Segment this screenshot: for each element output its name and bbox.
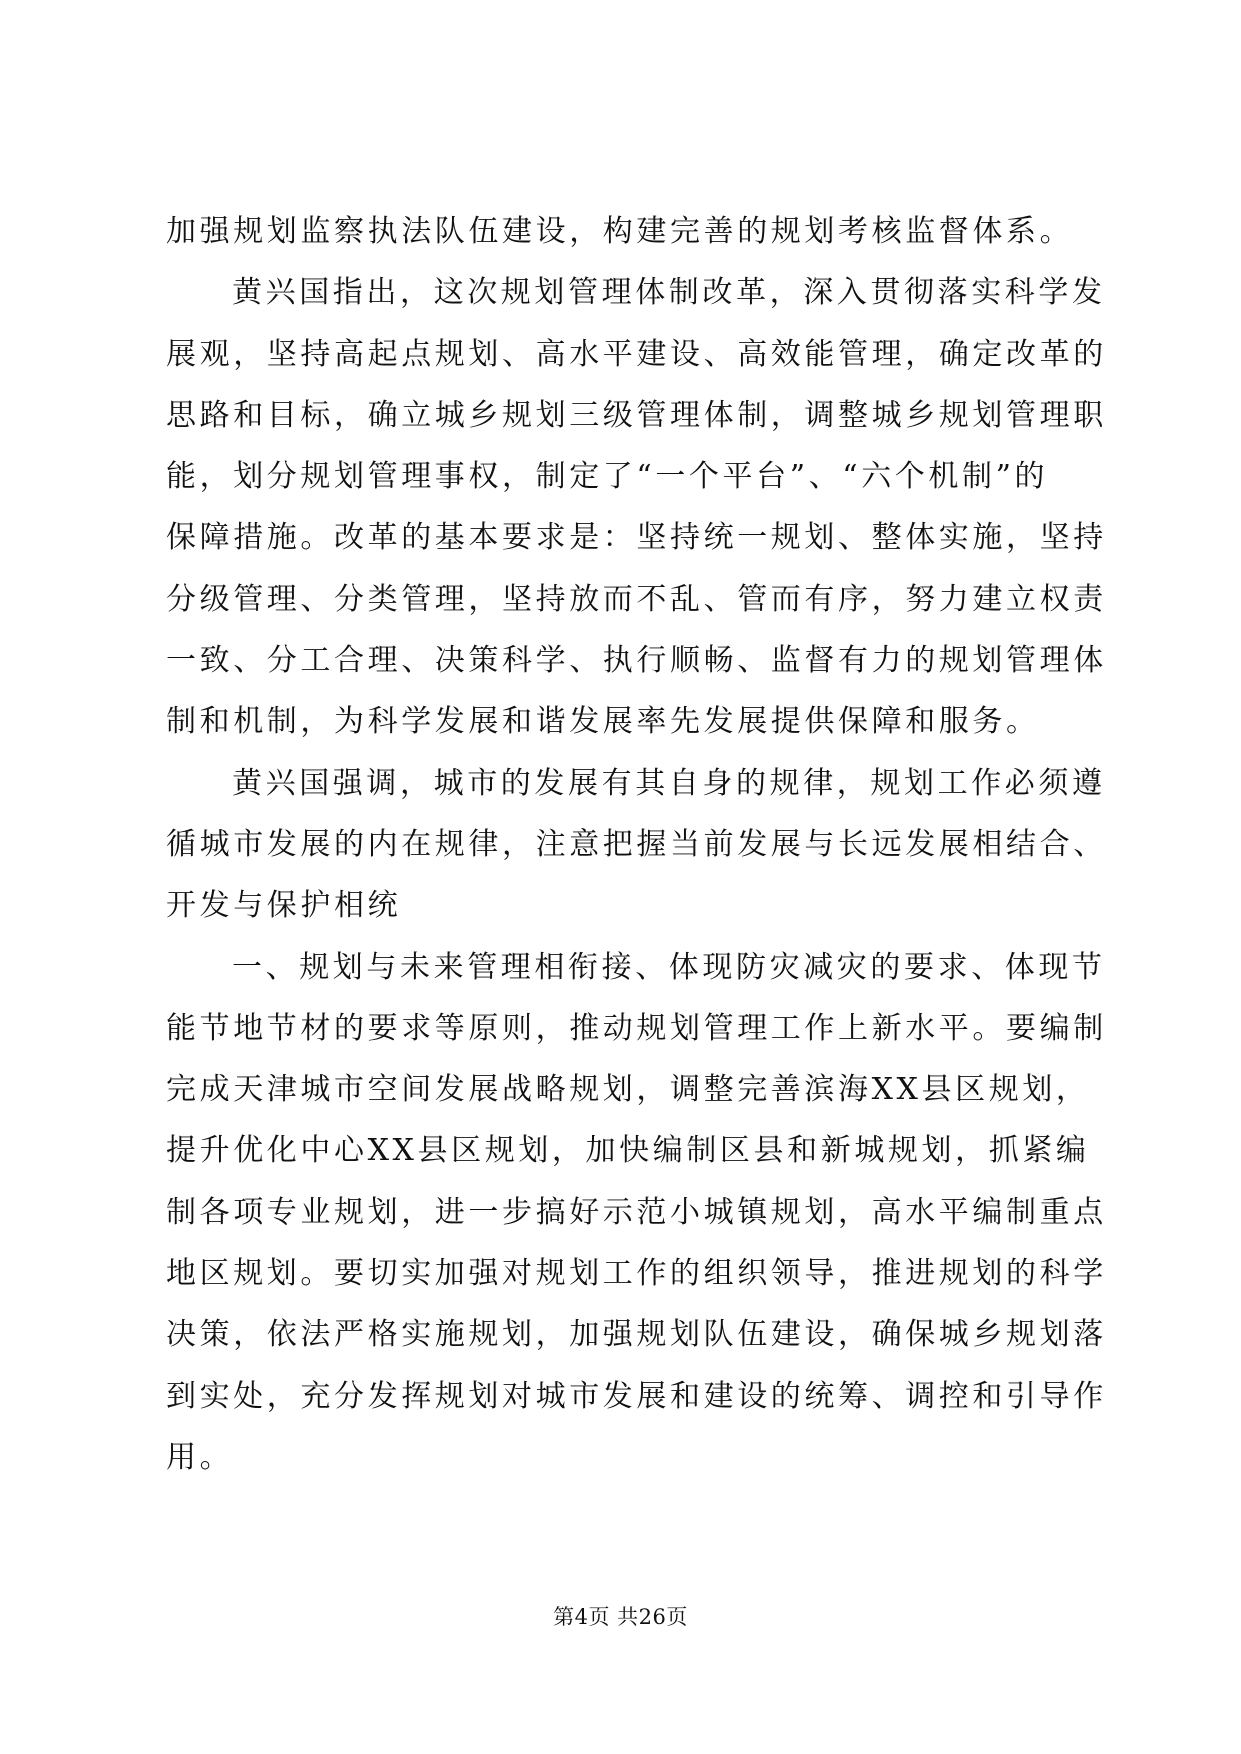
text-line: 思路和目标，确立城乡规划三级管理体制，调整城乡规划管理职: [166, 397, 1107, 433]
text-line: 开发与保护相统: [166, 888, 402, 924]
text-line: 循城市发展的内在规律，注意把握当前发展与长远发展相结合、: [166, 826, 1107, 862]
text-line: 地区规划。要切实加强对规划工作的组织领导，推进规划的科学: [166, 1256, 1107, 1292]
page-number: 第4页 共26页: [553, 1605, 688, 1629]
paragraph-start-line: 黄兴国指出，这次规划管理体制改革，深入贯彻落实科学发: [232, 275, 1106, 311]
text-line: 保障措施。改革的基本要求是：坚持统一规划、整体实施，坚持: [166, 520, 1107, 556]
text-line: 分级管理、分类管理，坚持放而不乱、管而有序，努力建立权责: [166, 581, 1107, 617]
document-body: [166, 201, 1107, 1488]
paragraph-start-line: 一、规划与未来管理相衔接、体现防灾减灾的要求、体现节: [232, 949, 1106, 985]
page-footer: [0, 1601, 1241, 1631]
text-line: 用。: [166, 1439, 234, 1475]
text-line: 能，划分规划管理事权，制定了“一个平台”、“六个机制”的: [166, 459, 1049, 495]
text-line: 提升优化中心XX县区规划，加快编制区县和新城规划，抓紧编: [166, 1133, 1090, 1169]
paragraph-start-line: 黄兴国强调，城市的发展有其自身的规律，规划工作必须遵: [232, 765, 1106, 801]
text-line: 到实处，充分发挥规划对城市发展和建设的统筹、调控和引导作: [166, 1378, 1107, 1414]
text-line: 制各项专业规划，进一步搞好示范小城镇规划，高水平编制重点: [166, 1194, 1107, 1230]
text-line: 展观，坚持高起点规划、高水平建设、高效能管理，确定改革的: [166, 336, 1107, 372]
text-line: 制和机制，为科学发展和谐发展率先发展提供保障和服务。: [166, 704, 1040, 740]
text-line: 一致、分工合理、决策科学、执行顺畅、监督有力的规划管理体: [166, 643, 1107, 679]
text-line: 完成天津城市空间发展战略规划，调整完善滨海XX县区规划，: [166, 1072, 1090, 1108]
text-line: 决策，依法严格实施规划，加强规划队伍建设，确保城乡规划落: [166, 1317, 1107, 1353]
text-line: 加强规划监察执法队伍建设，构建完善的规划考核监督体系。: [166, 214, 1074, 249]
text-line: 能节地节材的要求等原则，推动规划管理工作上新水平。要编制: [166, 1010, 1107, 1046]
